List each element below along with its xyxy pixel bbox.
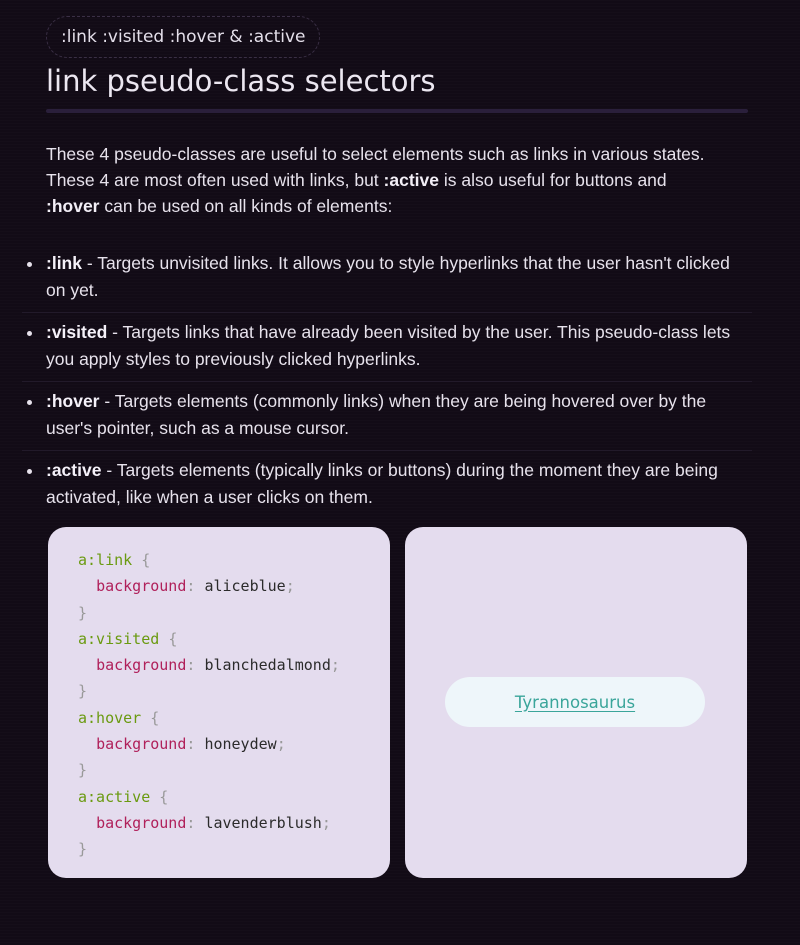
intro-line-2-end: is also useful for buttons and: [439, 170, 667, 190]
list-description: - Targets links that have already been visited by the user. This pseudo-class lets you apply styles to previously clicked hyperlinks.: [46, 322, 731, 369]
list-item-visited: [22, 319, 752, 382]
demo-preview-panel: [405, 527, 747, 878]
code-value: aliceblue: [204, 577, 286, 596]
list-description: - Targets elements (typically links or buttons) during the moment they are being activated, like when a user clicks on them.: [46, 460, 718, 507]
code-line-declaration: [78, 731, 390, 757]
code-close-brace: }: [78, 840, 88, 859]
code-selector: a:hover: [78, 708, 142, 727]
code-close-brace: }: [78, 761, 88, 780]
code-line-declaration: [78, 652, 390, 678]
code-semicolon: ;: [276, 735, 286, 754]
code-property: background: [96, 656, 187, 675]
page-title: link pseudo-class selectors: [46, 64, 436, 98]
code-line-close: [78, 757, 390, 783]
demo-link[interactable]: Tyrannosaurus: [445, 677, 705, 727]
code-line-close: [78, 836, 390, 862]
intro-paragraph: [46, 141, 756, 219]
code-value: lavenderblush: [204, 813, 322, 832]
intro-line-3-end: can be used on all kinds of elements:: [99, 196, 393, 216]
code-open-brace: {: [168, 629, 178, 648]
list-term: :hover: [46, 391, 100, 411]
list-description: - Targets unvisited links. It allows you to style hyperlinks that the user hasn't clicked on yet.: [46, 253, 730, 300]
pseudo-class-list: [22, 250, 752, 525]
code-open-brace: {: [159, 787, 169, 806]
code-property: background: [96, 813, 187, 832]
code-line-close: [78, 678, 390, 704]
list-term: :visited: [46, 322, 108, 342]
intro-active-term: :active: [383, 170, 439, 190]
intro-line-2-start: These 4 are most often used with links, but: [46, 170, 384, 190]
code-semicolon: ;: [321, 813, 331, 832]
code-close-brace: }: [78, 682, 88, 701]
list-term: :active: [46, 460, 102, 480]
code-open-brace: {: [150, 708, 160, 727]
code-selector: a:active: [78, 787, 151, 806]
intro-line-1: These 4 pseudo-classes are useful to select elements such as links in various states.: [46, 144, 705, 164]
topic-tag: :link :visited :hover & :active: [46, 16, 320, 58]
code-line-close: [78, 600, 390, 626]
code-value: blanchedalmond: [204, 656, 331, 675]
code-property: background: [96, 577, 187, 596]
code-value: honeydew: [204, 735, 277, 754]
code-line-selector: [78, 547, 390, 573]
code-colon: :: [186, 735, 196, 754]
code-open-brace: {: [141, 551, 151, 569]
code-line-selector: [78, 784, 390, 810]
css-code-block: [48, 527, 390, 878]
code-semicolon: ;: [330, 656, 340, 675]
list-term: :link: [46, 253, 82, 273]
code-line-selector: [78, 626, 390, 652]
code-semicolon: ;: [285, 577, 295, 596]
code-colon: :: [186, 813, 196, 832]
list-item-active: [22, 457, 752, 519]
code-line-selector: [78, 705, 390, 731]
title-divider: [46, 109, 748, 113]
code-selector: a:link: [78, 551, 133, 569]
code-selector: a:visited: [78, 629, 160, 648]
code-property: background: [96, 735, 187, 754]
list-item-hover: [22, 388, 752, 451]
code-line-declaration: [78, 810, 390, 836]
intro-hover-term: :hover: [46, 196, 100, 216]
list-item-link: [22, 250, 752, 313]
code-close-brace: }: [78, 603, 88, 622]
list-description: - Targets elements (commonly links) when they are being hovered over by the user's pointer, such as a mouse cursor.: [46, 391, 707, 438]
code-colon: :: [186, 577, 196, 596]
code-line-declaration: [78, 573, 390, 599]
code-colon: :: [186, 656, 196, 675]
